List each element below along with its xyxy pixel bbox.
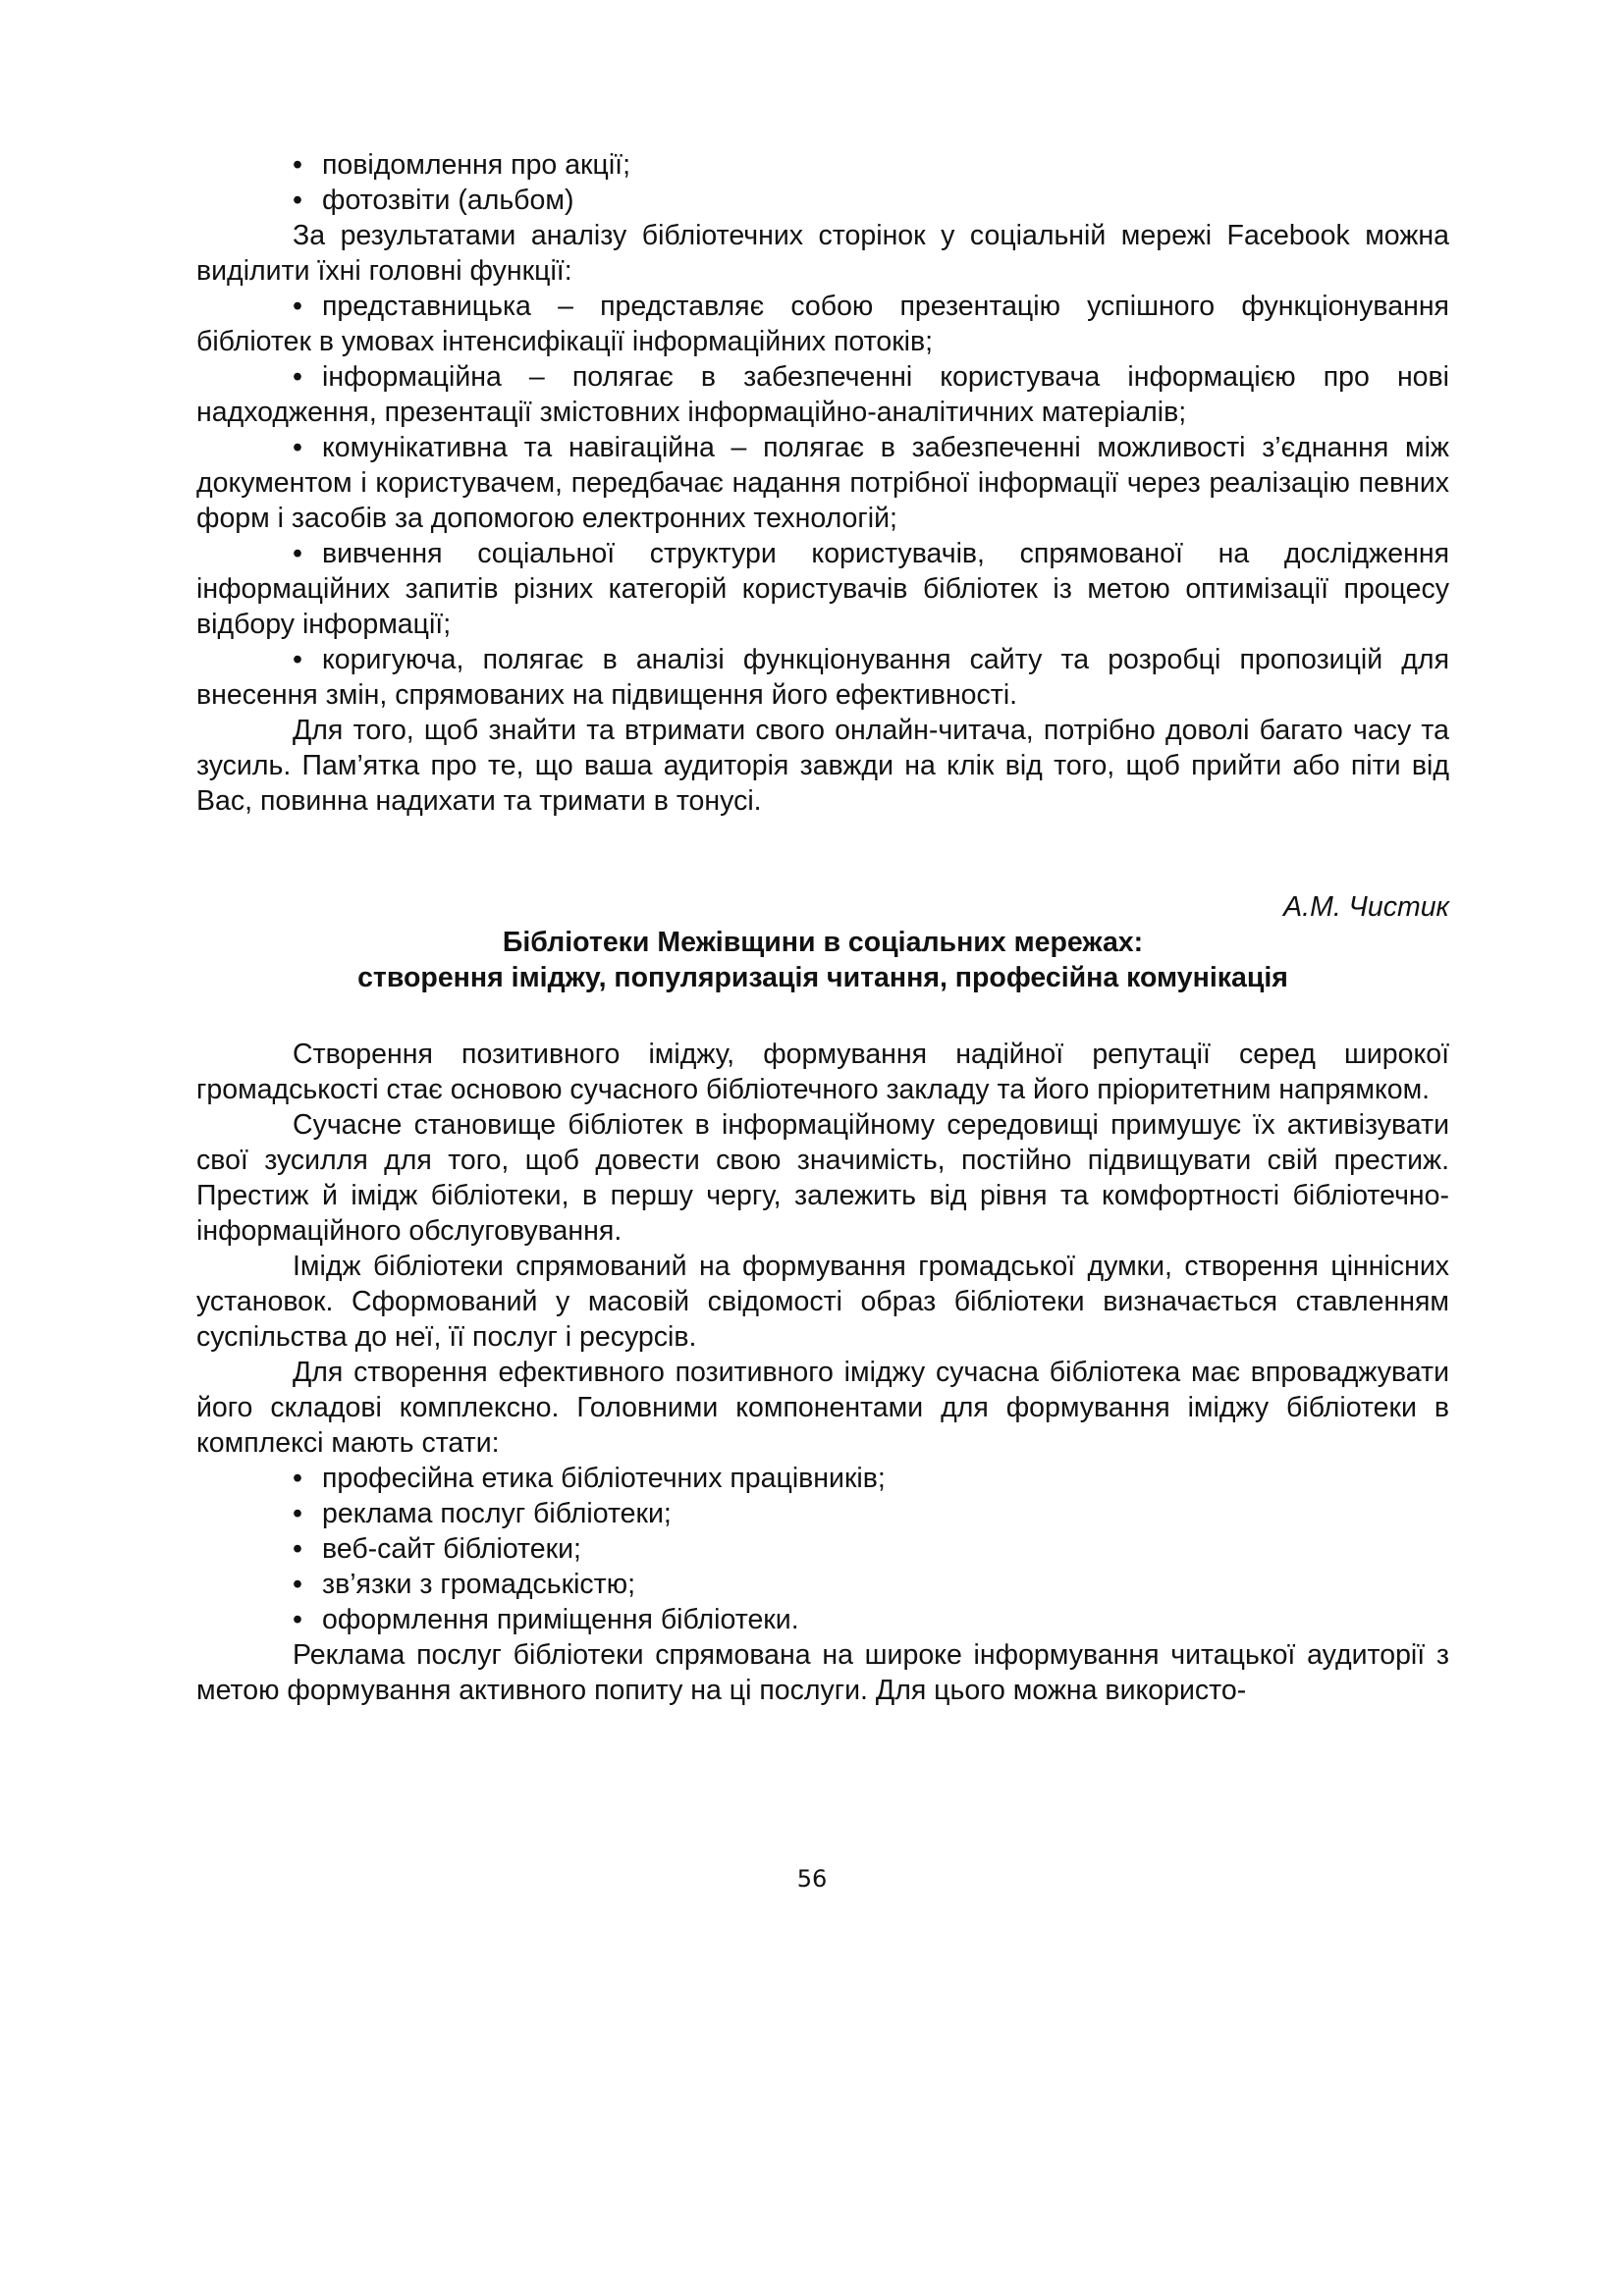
- list-item-text: коригуюча, полягає в аналізі функціонування сайту та розробці пропозицій для внесення змін, спрямованих на підвищення його ефективності.: [196, 644, 1449, 711]
- list-item: [196, 289, 1449, 359]
- bullet-icon: •: [293, 1569, 302, 1600]
- bullet-icon: •: [293, 1463, 302, 1494]
- list-item: [196, 536, 1449, 642]
- bullet-icon: •: [293, 1533, 302, 1565]
- list-item-text: реклама послуг бібліотеки;: [322, 1498, 672, 1529]
- list-item-text: повідомлення про акції;: [322, 149, 631, 181]
- article-title-line-1: Бібліотеки Межівщини в соціальних мережах:: [502, 927, 1144, 958]
- media-types-list: [196, 147, 1449, 218]
- list-item: [196, 1461, 1449, 1496]
- list-item: [196, 430, 1449, 536]
- bullet-icon: •: [293, 1604, 302, 1635]
- bullet-icon: •: [293, 149, 302, 181]
- article-paragraph: Створення позитивного іміджу, формування надійної репутації серед широкої громадськості стає основою сучасного бібліотечного закладу та його пріоритетним напрямком.: [196, 1039, 1449, 1105]
- list-item-text: зв’язки з громадськістю;: [322, 1569, 635, 1600]
- article-final-paragraph: Реклама послуг бібліотеки спрямована на широке інформування читацької аудиторії з метою формування активного попиту на ці послуги. Для цього можна використо-: [196, 1639, 1449, 1706]
- section-spacer: [196, 819, 1449, 889]
- article-paragraph: Сучасне становище бібліотек в інформаційному середовищі примушує їх активізувати свої зусилля для того, щоб довести свою значимість, постійно підвищувати свій престиж. Престиж й імідж бібліотеки, в першу чергу, залежить від рівня та комфортності бібліотечно-інформаційного обслуговування.: [196, 1109, 1449, 1247]
- article-paragraph: Для створення ефективного позитивного іміджу сучасна бібліотека має впроваджувати його складові комплексно. Головними компонентами для формування іміджу бібліотеки в комплексі мають стати:: [196, 1357, 1449, 1459]
- list-item-text: фотозвіти (альбом): [322, 185, 574, 216]
- list-item: [196, 1531, 1449, 1567]
- list-item-text: інформаційна – полягає в забезпеченні користувача інформацією про нові надходження, презентації змістовних інформаційно-аналітичних матеріалів;: [196, 361, 1449, 428]
- list-item-text: оформлення приміщення бібліотеки.: [322, 1604, 799, 1635]
- bullet-icon: •: [293, 538, 302, 569]
- document-page: [196, 147, 1449, 1708]
- article-paragraph: Імідж бібліотеки спрямований на формування громадської думки, створення ціннісних установок. Сформований у масовій свідомості образ бібліотеки визначається ставленням суспільства до неї, її послуг і ресурсів.: [196, 1251, 1449, 1353]
- functions-list: [196, 289, 1449, 713]
- intro-paragraph: За результатами аналізу бібліотечних сторінок у соціальній мережі Facebook можна виділити їхні головні функції:: [196, 220, 1449, 287]
- components-list: [196, 1461, 1449, 1637]
- closing-paragraph: Для того, щоб знайти та втримати свого онлайн-читача, потрібно доволі багато часу та зусиль. Пам’ятка про те, що ваша аудиторія завжди на клік від того, щоб прийти або піти від Вас, повинна надихати та тримати в тонусі.: [196, 715, 1449, 817]
- list-item: [196, 1567, 1449, 1602]
- list-item: [196, 147, 1449, 183]
- list-item-text: професійна етика бібліотечних працівників;: [322, 1463, 886, 1494]
- list-item-text: представницька – представляє собою презентацію успішного функціонування бібліотек в умовах інтенсифікації інформаційних потоків;: [196, 291, 1449, 357]
- list-item-text: вивчення соціальної структури користувачів, спрямованої на дослідження інформаційних запитів різних категорій користувачів бібліотек із метою оптимізації процесу відбору інформації;: [196, 538, 1449, 640]
- page-number: 56: [796, 1865, 828, 1893]
- bullet-icon: •: [293, 361, 302, 393]
- bullet-icon: •: [293, 185, 302, 216]
- title-spacer: [196, 995, 1449, 1037]
- bullet-icon: •: [293, 291, 302, 322]
- bullet-icon: •: [293, 644, 302, 675]
- list-item-text: комунікативна та навігаційна – полягає в забезпеченні можливості з’єднання між документом і користувачем, передбачає надання потрібної інформації через реалізацію певних форм і засобів за допомогою електронних технологій;: [196, 432, 1449, 534]
- list-item: [196, 1602, 1449, 1637]
- article-author: А.М. Чистик: [1283, 891, 1449, 923]
- article-title-line-2: створення іміджу, популяризація читання, професійна комунікація: [357, 962, 1288, 993]
- list-item: [196, 183, 1449, 218]
- list-item-text: веб-сайт бібліотеки;: [322, 1533, 581, 1565]
- bullet-icon: •: [293, 1498, 302, 1529]
- list-item: [196, 642, 1449, 713]
- list-item: [196, 1496, 1449, 1531]
- bullet-icon: •: [293, 432, 302, 463]
- list-item: [196, 359, 1449, 430]
